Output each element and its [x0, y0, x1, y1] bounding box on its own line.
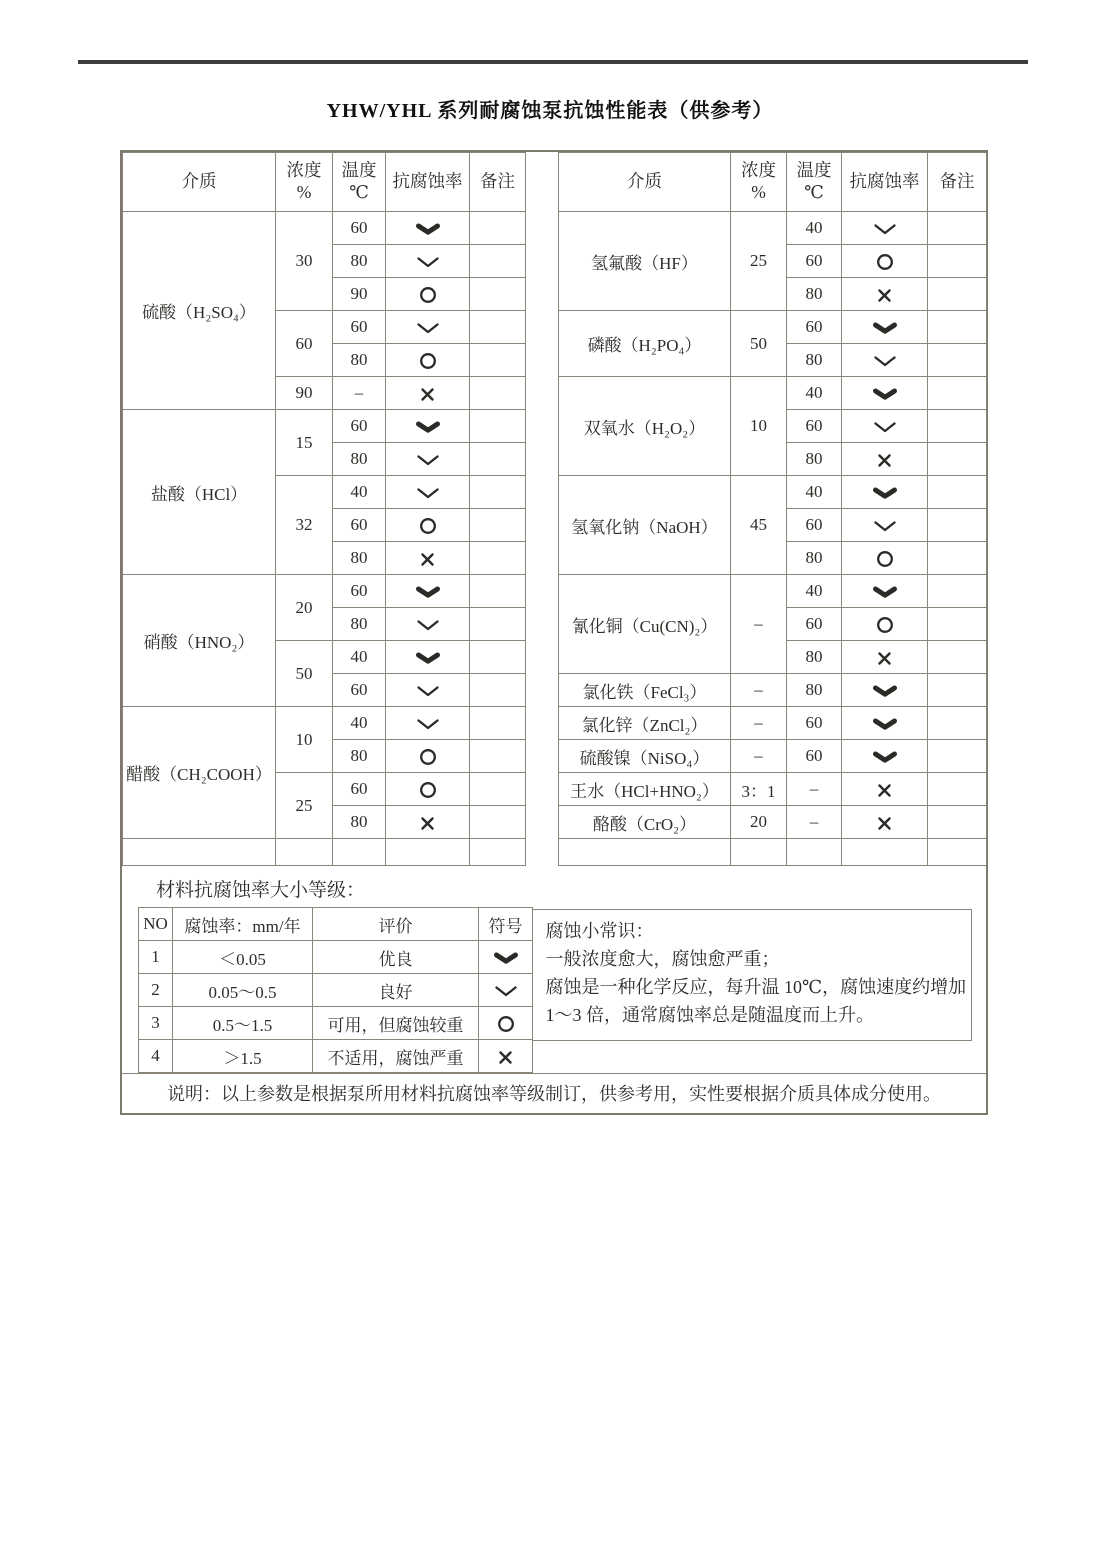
- concentration-cell: 3：1: [731, 773, 787, 806]
- grade-symbol-cell: [479, 1007, 533, 1040]
- good-symbol-icon: [872, 355, 898, 368]
- temperature-cell: –: [787, 773, 842, 806]
- temperature-cell: 60: [787, 410, 842, 443]
- resistance-symbol-cell: [842, 311, 928, 344]
- temperature-cell: 60: [333, 410, 386, 443]
- knowledge-line: 1～3 倍，通常腐蚀率总是随温度而上升。: [545, 1004, 874, 1025]
- header-concentration-unit: %: [751, 182, 766, 202]
- grade-section: [138, 907, 986, 1073]
- table-gap-column: [526, 153, 559, 866]
- empty-cell: [123, 839, 276, 866]
- remark-cell: [470, 410, 526, 443]
- resistance-symbol-cell: [842, 476, 928, 509]
- usable-symbol-icon: [876, 253, 894, 271]
- concentration-cell: 20: [276, 575, 333, 641]
- temperature-cell: 80: [787, 674, 842, 707]
- remark-cell: [470, 212, 526, 245]
- remark-cell: [928, 806, 987, 839]
- header-resistance-right: 抗腐蚀率: [842, 153, 928, 212]
- corrosion-knowledge-box: [532, 909, 972, 1041]
- remark-cell: [928, 773, 987, 806]
- resistance-symbol-cell: [386, 773, 470, 806]
- remark-cell: [470, 641, 526, 674]
- resistance-symbol-cell: [386, 443, 470, 476]
- header-remark-left: 备注: [470, 153, 526, 212]
- empty-cell: [842, 839, 928, 866]
- grade-rate-cell: 0.05～0.5: [173, 974, 313, 1007]
- remark-cell: [470, 377, 526, 410]
- excellent-symbol-icon: [493, 952, 519, 965]
- resistance-symbol-cell: [842, 443, 928, 476]
- temperature-cell: 80: [333, 443, 386, 476]
- resistance-symbol-cell: [386, 410, 470, 443]
- remark-cell: [470, 674, 526, 707]
- excellent-symbol-icon: [872, 685, 898, 698]
- excellent-symbol-icon: [872, 718, 898, 731]
- unusable-symbol-icon: [877, 816, 892, 831]
- usable-symbol-icon: [876, 616, 894, 634]
- grade-row: [139, 974, 533, 1007]
- grade-no-cell: 4: [139, 1040, 173, 1073]
- good-symbol-icon: [415, 256, 441, 269]
- excellent-symbol-icon: [415, 223, 441, 236]
- remark-cell: [470, 773, 526, 806]
- temperature-cell: 80: [787, 344, 842, 377]
- grade-section-label: 材料抗腐蚀率大小等级：: [156, 880, 366, 901]
- table-header-row: [123, 153, 987, 212]
- grade-symbol-cell: [479, 1040, 533, 1073]
- excellent-symbol-icon: [872, 586, 898, 599]
- temperature-cell: 60: [333, 509, 386, 542]
- concentration-cell: 15: [276, 410, 333, 476]
- remark-cell: [470, 278, 526, 311]
- medium-cell: 氯化锌（ZnCl₂）: [559, 707, 731, 740]
- concentration-cell: –: [731, 707, 787, 740]
- header-temperature-left: [333, 153, 386, 212]
- header-concentration-left: [276, 153, 333, 212]
- temperature-cell: 60: [333, 674, 386, 707]
- temperature-cell: 60: [333, 575, 386, 608]
- header-temperature-label: 温度: [796, 160, 832, 181]
- concentration-cell: 25: [276, 773, 333, 839]
- grade-evaluation-cell: 可用，但腐蚀较重: [313, 1007, 479, 1040]
- grade-header-evaluation: 评价: [313, 908, 479, 941]
- concentration-cell: 50: [276, 641, 333, 707]
- grade-row: [139, 1040, 533, 1073]
- resistance-symbol-cell: [842, 542, 928, 575]
- remark-cell: [470, 311, 526, 344]
- medium-cell: 醋酸（CH₂COOH）: [123, 707, 276, 839]
- empty-cell: [333, 839, 386, 866]
- medium-cell: 硝酸（HNO₂）: [123, 575, 276, 707]
- header-medium-left: 介质: [123, 153, 276, 212]
- resistance-symbol-cell: [386, 278, 470, 311]
- temperature-cell: 40: [333, 707, 386, 740]
- medium-cell: 王水（HCl+HNO₂）: [559, 773, 731, 806]
- remark-cell: [928, 476, 987, 509]
- good-symbol-icon: [415, 322, 441, 335]
- remark-cell: [928, 212, 987, 245]
- remark-cell: [928, 542, 987, 575]
- temperature-cell: 80: [333, 740, 386, 773]
- temperature-cell: 80: [787, 641, 842, 674]
- performance-sheet: [120, 150, 988, 1115]
- remark-cell: [928, 410, 987, 443]
- temperature-cell: 60: [787, 509, 842, 542]
- grade-no-cell: 3: [139, 1007, 173, 1040]
- resistance-symbol-cell: [842, 509, 928, 542]
- header-concentration-label: 浓度: [741, 160, 776, 181]
- resistance-symbol-cell: [386, 377, 470, 410]
- empty-cell: [276, 839, 333, 866]
- resistance-symbol-cell: [842, 773, 928, 806]
- footnote: 说明：以上参数是根据泵所用材料抗腐蚀率等级制订，供参考用，实性要根据介质具体成分使用。: [122, 1073, 986, 1113]
- resistance-symbol-cell: [386, 608, 470, 641]
- unusable-symbol-icon: [420, 387, 435, 402]
- grade-evaluation-cell: 不适用，腐蚀严重: [313, 1040, 479, 1073]
- grade-row: [139, 941, 533, 974]
- good-symbol-icon: [415, 487, 441, 500]
- remark-cell: [470, 443, 526, 476]
- header-medium-right: 介质: [559, 153, 731, 212]
- grade-header-symbol: 符号: [479, 908, 533, 941]
- temperature-cell: 40: [787, 575, 842, 608]
- remark-cell: [470, 806, 526, 839]
- temperature-cell: 80: [333, 806, 386, 839]
- temperature-cell: 60: [333, 311, 386, 344]
- empty-cell: [928, 839, 987, 866]
- resistance-symbol-cell: [842, 344, 928, 377]
- resistance-symbol-cell: [842, 740, 928, 773]
- header-temperature-unit: ℃: [349, 182, 369, 202]
- grade-no-cell: 1: [139, 941, 173, 974]
- grade-evaluation-cell: 优良: [313, 941, 479, 974]
- medium-cell: 双氧水（H₂O₂）: [559, 377, 731, 476]
- temperature-cell: 60: [787, 740, 842, 773]
- page-title: YHW/YHL 系列耐腐蚀泵抗蚀性能表（供参考）: [326, 100, 774, 122]
- grade-symbol-cell: [479, 974, 533, 1007]
- remark-cell: [928, 740, 987, 773]
- concentration-cell: 60: [276, 311, 333, 377]
- resistance-symbol-cell: [386, 575, 470, 608]
- header-concentration-label: 浓度: [286, 160, 322, 181]
- temperature-cell: 90: [333, 278, 386, 311]
- usable-symbol-icon: [419, 781, 437, 799]
- good-symbol-icon: [872, 520, 898, 533]
- grade-header-no: NO: [139, 908, 173, 941]
- resistance-symbol-cell: [842, 707, 928, 740]
- excellent-symbol-icon: [872, 322, 898, 335]
- remark-cell: [470, 476, 526, 509]
- resistance-symbol-cell: [386, 344, 470, 377]
- grade-header-row: [139, 908, 533, 941]
- temperature-cell: 40: [333, 641, 386, 674]
- concentration-cell: 10: [276, 707, 333, 773]
- remark-cell: [928, 674, 987, 707]
- resistance-symbol-cell: [386, 245, 470, 278]
- temperature-cell: 80: [787, 278, 842, 311]
- resistance-symbol-cell: [842, 278, 928, 311]
- temperature-cell: 40: [787, 212, 842, 245]
- concentration-cell: –: [731, 740, 787, 773]
- concentration-cell: 30: [276, 212, 333, 311]
- remark-cell: [470, 740, 526, 773]
- concentration-cell: 50: [731, 311, 787, 377]
- remark-cell: [470, 608, 526, 641]
- resistance-symbol-cell: [842, 245, 928, 278]
- header-rule: [78, 60, 1028, 64]
- empty-cell: [470, 839, 526, 866]
- good-symbol-icon: [415, 718, 441, 731]
- header-remark-right: 备注: [928, 153, 987, 212]
- header-concentration-unit: %: [296, 182, 312, 202]
- medium-cell: 硫酸（H₂SO₄）: [123, 212, 276, 410]
- temperature-cell: 80: [787, 443, 842, 476]
- temperature-cell: 80: [333, 344, 386, 377]
- remark-cell: [928, 641, 987, 674]
- grade-table: [138, 907, 533, 1073]
- unusable-symbol-icon: [420, 552, 435, 567]
- concentration-cell: 45: [731, 476, 787, 575]
- knowledge-line: 腐蚀是一种化学反应，每升温 10℃，腐蚀速度约增加: [545, 976, 967, 997]
- resistance-symbol-cell: [842, 641, 928, 674]
- resistance-symbol-cell: [386, 212, 470, 245]
- temperature-cell: 60: [333, 773, 386, 806]
- excellent-symbol-icon: [872, 388, 898, 401]
- concentration-cell: 10: [731, 377, 787, 476]
- corrosion-resistance-table: [122, 152, 987, 866]
- empty-cell: [787, 839, 842, 866]
- resistance-symbol-cell: [386, 674, 470, 707]
- knowledge-title: 腐蚀小常识：: [545, 921, 654, 941]
- usable-symbol-icon: [419, 517, 437, 535]
- grade-rate-cell: 0.5～1.5: [173, 1007, 313, 1040]
- resistance-symbol-cell: [842, 674, 928, 707]
- remark-cell: [928, 311, 987, 344]
- excellent-symbol-icon: [872, 751, 898, 764]
- usable-symbol-icon: [419, 748, 437, 766]
- temperature-cell: 40: [787, 476, 842, 509]
- remark-cell: [928, 278, 987, 311]
- resistance-symbol-cell: [386, 542, 470, 575]
- medium-cell: 氢氟酸（HF）: [559, 212, 731, 311]
- unusable-symbol-icon: [877, 651, 892, 666]
- resistance-symbol-cell: [842, 410, 928, 443]
- remark-cell: [470, 344, 526, 377]
- empty-cell: [386, 839, 470, 866]
- usable-symbol-icon: [419, 352, 437, 370]
- medium-cell: 酪酸（CrO₂）: [559, 806, 731, 839]
- temperature-cell: 40: [787, 377, 842, 410]
- resistance-symbol-cell: [842, 608, 928, 641]
- good-symbol-icon: [415, 685, 441, 698]
- resistance-symbol-cell: [842, 377, 928, 410]
- usable-symbol-icon: [497, 1015, 515, 1033]
- resistance-symbol-cell: [842, 806, 928, 839]
- resistance-symbol-cell: [386, 509, 470, 542]
- excellent-symbol-icon: [415, 421, 441, 434]
- remark-cell: [928, 575, 987, 608]
- resistance-symbol-cell: [386, 311, 470, 344]
- unusable-symbol-icon: [498, 1050, 513, 1065]
- temperature-cell: 60: [787, 707, 842, 740]
- grade-no-cell: 2: [139, 974, 173, 1007]
- resistance-symbol-cell: [386, 740, 470, 773]
- temperature-cell: –: [333, 377, 386, 410]
- grade-evaluation-cell: 良好: [313, 974, 479, 1007]
- temperature-cell: 80: [333, 608, 386, 641]
- resistance-symbol-cell: [842, 575, 928, 608]
- medium-cell: 硫酸镍（NiSO₄）: [559, 740, 731, 773]
- concentration-cell: 32: [276, 476, 333, 575]
- empty-cell: [559, 839, 731, 866]
- grade-header-rate: 腐蚀率：mm/年: [173, 908, 313, 941]
- remark-cell: [928, 377, 987, 410]
- concentration-cell: 25: [731, 212, 787, 311]
- remark-cell: [928, 608, 987, 641]
- resistance-symbol-cell: [386, 707, 470, 740]
- resistance-symbol-cell: [386, 641, 470, 674]
- medium-cell: 盐酸（HCl）: [123, 410, 276, 575]
- concentration-cell: 20: [731, 806, 787, 839]
- excellent-symbol-icon: [415, 586, 441, 599]
- resistance-symbol-cell: [842, 212, 928, 245]
- remark-cell: [928, 245, 987, 278]
- remark-cell: [470, 707, 526, 740]
- header-temperature-unit: ℃: [804, 182, 824, 202]
- temperature-cell: 60: [787, 311, 842, 344]
- remark-cell: [470, 542, 526, 575]
- medium-cell: 氰化铜（Cu(CN)₂）: [559, 575, 731, 674]
- remark-cell: [928, 707, 987, 740]
- concentration-cell: –: [731, 674, 787, 707]
- unusable-symbol-icon: [877, 288, 892, 303]
- unusable-symbol-icon: [420, 816, 435, 831]
- remark-cell: [470, 509, 526, 542]
- good-symbol-icon: [415, 619, 441, 632]
- unusable-symbol-icon: [877, 783, 892, 798]
- temperature-cell: 60: [787, 608, 842, 641]
- remark-cell: [470, 575, 526, 608]
- temperature-cell: 80: [787, 542, 842, 575]
- remark-cell: [928, 344, 987, 377]
- concentration-cell: –: [731, 575, 787, 674]
- medium-cell: 磷酸（H₂PO₄）: [559, 311, 731, 377]
- good-symbol-icon: [415, 454, 441, 467]
- excellent-symbol-icon: [872, 487, 898, 500]
- temperature-cell: 80: [333, 245, 386, 278]
- usable-symbol-icon: [419, 286, 437, 304]
- grade-row: [139, 1007, 533, 1040]
- unusable-symbol-icon: [877, 453, 892, 468]
- good-symbol-icon: [872, 223, 898, 236]
- header-temperature-label: 温度: [341, 160, 377, 181]
- medium-cell: 氢氧化钠（NaOH）: [559, 476, 731, 575]
- good-symbol-icon: [872, 421, 898, 434]
- medium-cell: 氯化铁（FeCl₃）: [559, 674, 731, 707]
- temperature-cell: 80: [333, 542, 386, 575]
- resistance-symbol-cell: [386, 476, 470, 509]
- good-symbol-icon: [493, 985, 519, 998]
- resistance-symbol-cell: [386, 806, 470, 839]
- header-temperature-right: [787, 153, 842, 212]
- temperature-cell: 40: [333, 476, 386, 509]
- remark-cell: [470, 245, 526, 278]
- grade-rate-cell: ＜0.05: [173, 941, 313, 974]
- remark-cell: [928, 443, 987, 476]
- temperature-cell: 60: [787, 245, 842, 278]
- excellent-symbol-icon: [415, 652, 441, 665]
- grade-rate-cell: ＞1.5: [173, 1040, 313, 1073]
- remark-cell: [928, 509, 987, 542]
- usable-symbol-icon: [876, 550, 894, 568]
- temperature-cell: –: [787, 806, 842, 839]
- header-concentration-right: [731, 153, 787, 212]
- header-resistance-left: 抗腐蚀率: [386, 153, 470, 212]
- concentration-cell: 90: [276, 377, 333, 410]
- grade-symbol-cell: [479, 941, 533, 974]
- empty-cell: [731, 839, 787, 866]
- knowledge-line: 一般浓度愈大，腐蚀愈严重；: [545, 948, 780, 969]
- temperature-cell: 60: [333, 212, 386, 245]
